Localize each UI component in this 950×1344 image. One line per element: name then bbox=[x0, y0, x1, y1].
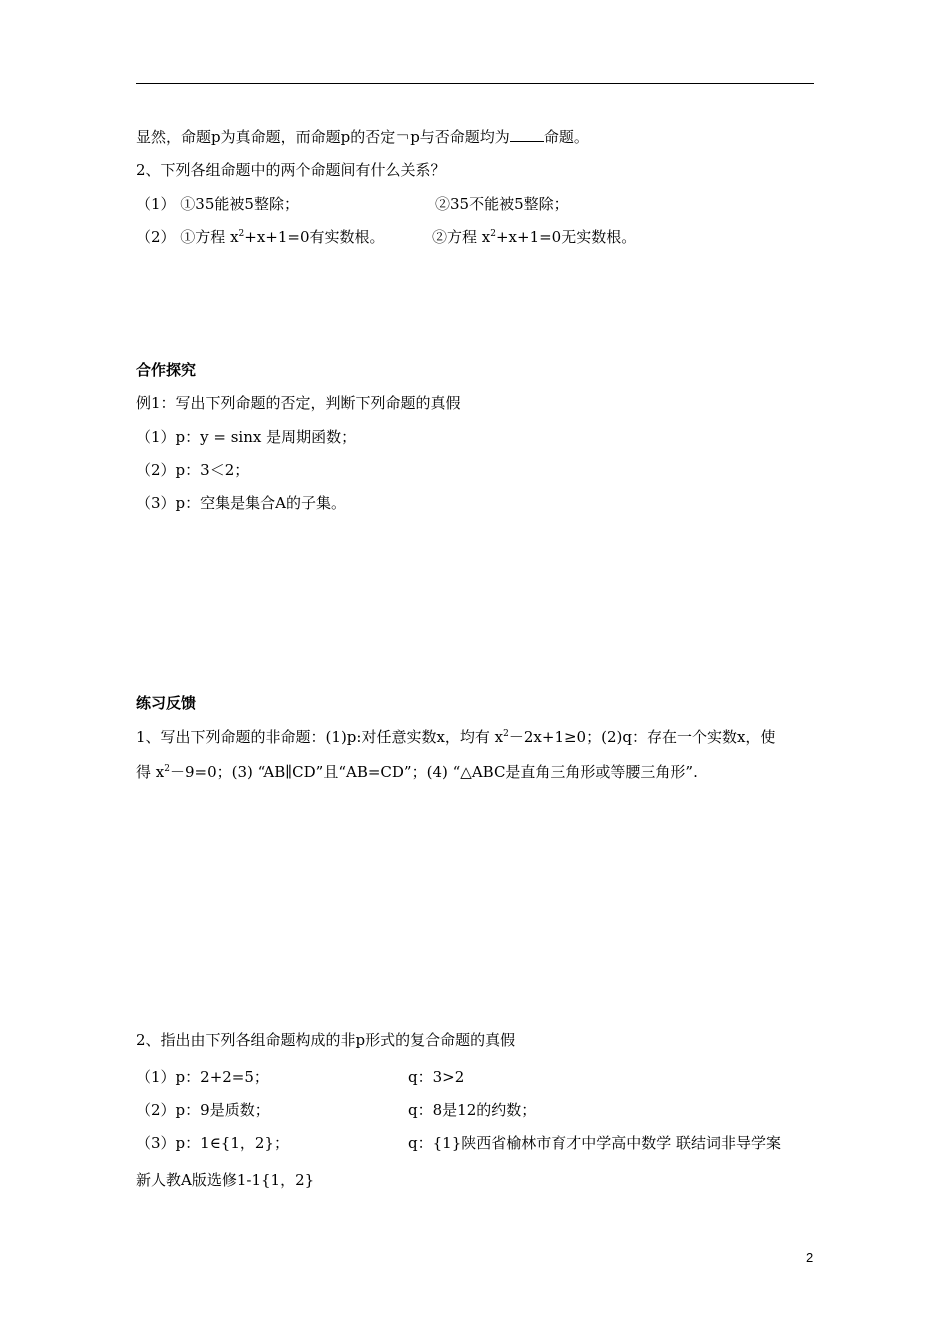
page-number: 2 bbox=[806, 1250, 814, 1265]
section-heading-practice: 练习反馈 bbox=[136, 694, 197, 712]
example-1: 例1：写出下列命题的否定，判断下列命题的真假 bbox=[136, 394, 461, 412]
q2-title: 2、下列各组命题中的两个命题间有什么关系？ bbox=[136, 161, 446, 179]
example-item-2: （2）p：3＜2； bbox=[136, 461, 250, 479]
example-item-1: （1）p：y = sinx 是周期函数； bbox=[136, 428, 357, 446]
example-item-3: （3）p：空集是集合A的子集。 bbox=[136, 494, 346, 512]
intro-line1-end: 命题。 bbox=[543, 128, 589, 146]
q2-item2-b: ②方程 $x^2+x+1=0$无实数根。 bbox=[432, 228, 637, 246]
practice-q2-row2-p: （2）p：9是质数； bbox=[136, 1101, 270, 1119]
practice-q2-title: 2、指出由下列各组命题构成的非p形式的复合命题的真假 bbox=[136, 1031, 516, 1049]
intro-line1-text: 显然，命题p为真命题，而命题p的否定￢p与否命题均为 bbox=[136, 128, 510, 146]
practice-q2-tail: 新人教A版选修1-1{1，2} bbox=[136, 1171, 315, 1189]
practice-q2-row1-q: q：3>2 bbox=[408, 1068, 465, 1086]
practice-q2-row2-q: q：8是12的约数； bbox=[408, 1101, 537, 1119]
q2-item1-a: （1） ①35能被5整除； bbox=[136, 195, 299, 213]
q2-item2-a: （2） ①方程 $x^2+x+1=0$有实数根。 bbox=[136, 228, 385, 246]
section-heading-cooperative: 合作探究 bbox=[136, 361, 197, 379]
practice-q2-row3-p: （3）p：1∈{1，2}； bbox=[136, 1134, 289, 1152]
fill-in-blank[interactable] bbox=[510, 127, 544, 142]
practice-q1-line1: 1、写出下列命题的非命题：(1)p:对任意实数x，均有 $x^2-2x+1\ge 0$；(2)q：存在一个实数x，使 bbox=[136, 728, 776, 746]
header-rule bbox=[136, 83, 814, 84]
intro-line1 bbox=[136, 127, 589, 147]
practice-q1-line2: 得 $x^2-9=0$；(3) “AB∥CD”且“AB=CD”；(4) “△ABC是直角三角形或等腰三角形”. bbox=[136, 763, 698, 781]
q2-item1-b: ②35不能被5整除； bbox=[435, 195, 569, 213]
practice-q2-row3-q: q：{1}陕西省榆林市育才中学高中数学 联结词非导学案 bbox=[408, 1134, 782, 1152]
practice-q2-row1-p: （1）p：2+2=5； bbox=[136, 1068, 269, 1086]
